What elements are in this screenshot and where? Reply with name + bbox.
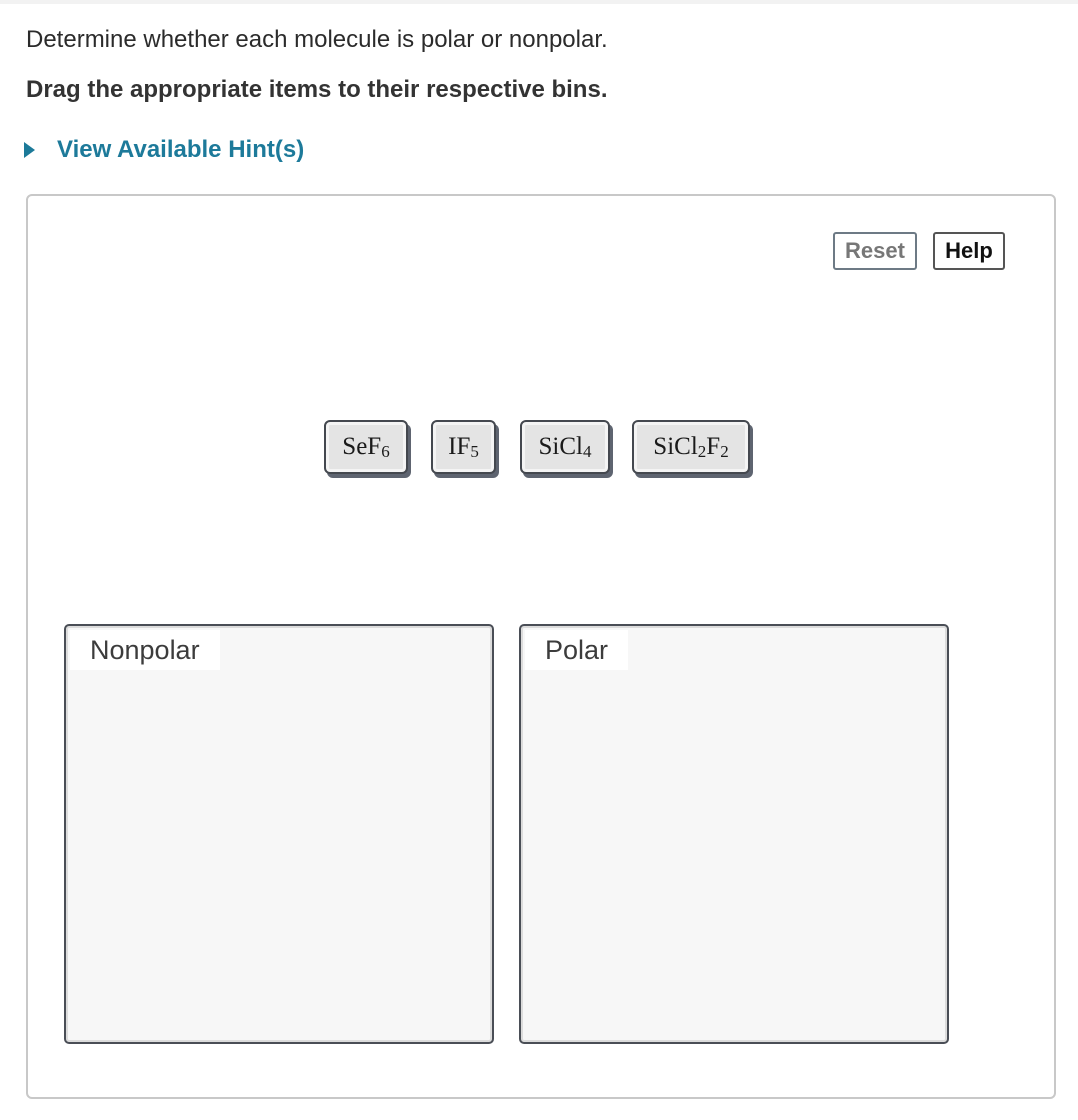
view-hints-toggle[interactable]	[24, 136, 304, 164]
question-instruction: Determine whether each molecule is polar or nonpolar.	[26, 26, 608, 53]
draggable-item-if5[interactable]: IF $_5$	[431, 420, 496, 474]
item-formula-base: IF	[448, 433, 471, 460]
help-button[interactable]: Help	[933, 232, 1005, 270]
top-divider	[0, 0, 1078, 4]
item-formula-base: F	[706, 433, 721, 460]
item-formula-base: SiCl	[538, 433, 583, 460]
draggable-item-sicl4[interactable]: SiCl $_4$	[520, 420, 610, 474]
drag-drop-workspace	[26, 194, 1056, 1099]
item-formula-base: SeF	[342, 433, 382, 460]
caret-right-icon	[24, 142, 35, 158]
question-directive: Drag the appropriate items to their respective bins.	[26, 76, 608, 103]
reset-button[interactable]: Reset	[833, 232, 917, 270]
nonpolar-bin-label: Nonpolar	[70, 630, 220, 670]
draggable-item-sef6[interactable]: SeF $_6$	[324, 420, 408, 474]
draggable-item-sicl2f2[interactable]: SiCl $_2$ F $_2$	[632, 420, 750, 474]
polar-bin[interactable]	[519, 624, 949, 1044]
polar-bin-label: Polar	[525, 630, 628, 670]
item-formula-base: SiCl	[653, 433, 698, 460]
nonpolar-bin[interactable]	[64, 624, 494, 1044]
view-hints-label: View Available Hint(s)	[57, 136, 305, 163]
